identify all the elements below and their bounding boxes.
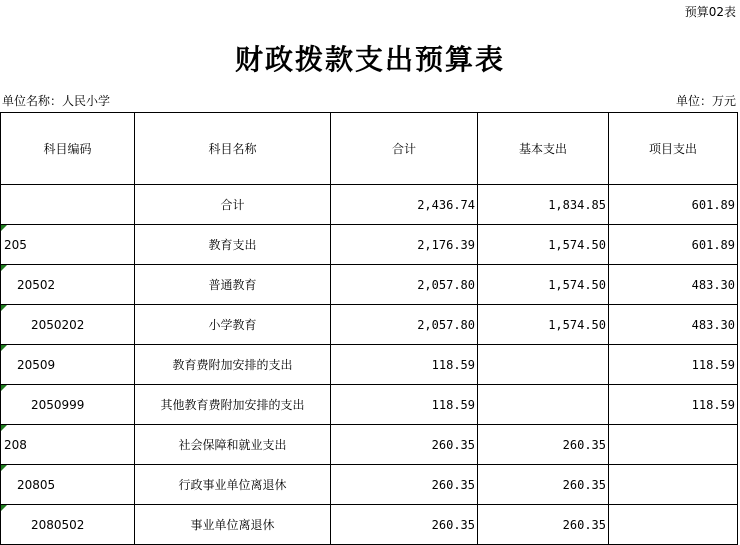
header-total: 合计 xyxy=(331,113,478,185)
header-project: 项目支出 xyxy=(609,113,738,185)
header-name: 科目名称 xyxy=(135,113,331,185)
cell-marker-icon xyxy=(1,225,7,231)
total-cell: 260.35 xyxy=(331,465,478,505)
total-cell: 118.59 xyxy=(331,345,478,385)
code-cell: 20502 xyxy=(1,265,135,305)
name-cell: 教育费附加安排的支出 xyxy=(135,345,331,385)
total-cell: 2,057.80 xyxy=(331,265,478,305)
basic-cell: 260.35 xyxy=(478,425,609,465)
total-name-cell: 合计 xyxy=(135,185,331,225)
cell-marker-icon xyxy=(1,305,7,311)
basic-cell: 260.35 xyxy=(478,505,609,545)
code-cell: 2050999 xyxy=(1,385,135,425)
project-cell xyxy=(609,425,738,465)
basic-cell: 260.35 xyxy=(478,465,609,505)
table-row xyxy=(1,265,738,305)
code-cell: 208 xyxy=(1,425,135,465)
project-cell: 601.89 xyxy=(609,225,738,265)
table-row xyxy=(1,305,738,345)
header-row xyxy=(1,113,738,185)
project-cell: 483.30 xyxy=(609,305,738,345)
total-cell: 2,057.80 xyxy=(331,305,478,345)
table-row xyxy=(1,385,738,425)
table-row xyxy=(1,345,738,385)
name-cell: 社会保障和就业支出 xyxy=(135,425,331,465)
project-cell xyxy=(609,505,738,545)
table-code-label: 预算02表 xyxy=(684,5,736,19)
table-row xyxy=(1,425,738,465)
basic-cell: 1,574.50 xyxy=(478,305,609,345)
unit-name-label: 单位名称：人民小学 xyxy=(2,94,111,108)
cell-marker-icon xyxy=(1,425,7,431)
name-cell: 其他教育费附加安排的支出 xyxy=(135,385,331,425)
code-cell: 20805 xyxy=(1,465,135,505)
name-cell: 小学教育 xyxy=(135,305,331,345)
header-code: 科目编码 xyxy=(1,113,135,185)
budget-table xyxy=(0,112,738,545)
cell-marker-icon xyxy=(1,505,7,511)
table-row xyxy=(1,225,738,265)
name-cell: 事业单位离退休 xyxy=(135,505,331,545)
cell-marker-icon xyxy=(1,385,7,391)
name-cell: 普通教育 xyxy=(135,265,331,305)
project-cell: 483.30 xyxy=(609,265,738,305)
code-cell: 2080502 xyxy=(1,505,135,545)
page-title: 财政拨款支出预算表 xyxy=(234,43,505,76)
table-row xyxy=(1,465,738,505)
basic-cell xyxy=(478,345,609,385)
name-cell: 行政事业单位离退休 xyxy=(135,465,331,505)
code-cell: 205 xyxy=(1,225,135,265)
cell-marker-icon xyxy=(1,345,7,351)
project-cell: 118.59 xyxy=(609,345,738,385)
basic-cell: 1,574.50 xyxy=(478,265,609,305)
total-code-cell xyxy=(1,185,135,225)
basic-cell: 1,574.50 xyxy=(478,225,609,265)
name-cell: 教育支出 xyxy=(135,225,331,265)
total-basic-cell: 1,834.85 xyxy=(478,185,609,225)
total-cell: 260.35 xyxy=(331,505,478,545)
total-project-cell: 601.89 xyxy=(609,185,738,225)
total-total-cell: 2,436.74 xyxy=(331,185,478,225)
code-cell: 2050202 xyxy=(1,305,135,345)
currency-unit-label: 单位：万元 xyxy=(675,94,736,108)
header-basic: 基本支出 xyxy=(478,113,609,185)
project-cell xyxy=(609,465,738,505)
total-cell: 2,176.39 xyxy=(331,225,478,265)
cell-marker-icon xyxy=(1,465,7,471)
total-cell: 260.35 xyxy=(331,425,478,465)
project-cell: 118.59 xyxy=(609,385,738,425)
total-row xyxy=(1,185,738,225)
cell-marker-icon xyxy=(1,265,7,271)
basic-cell xyxy=(478,385,609,425)
total-cell: 118.59 xyxy=(331,385,478,425)
code-cell: 20509 xyxy=(1,345,135,385)
table-row xyxy=(1,505,738,545)
